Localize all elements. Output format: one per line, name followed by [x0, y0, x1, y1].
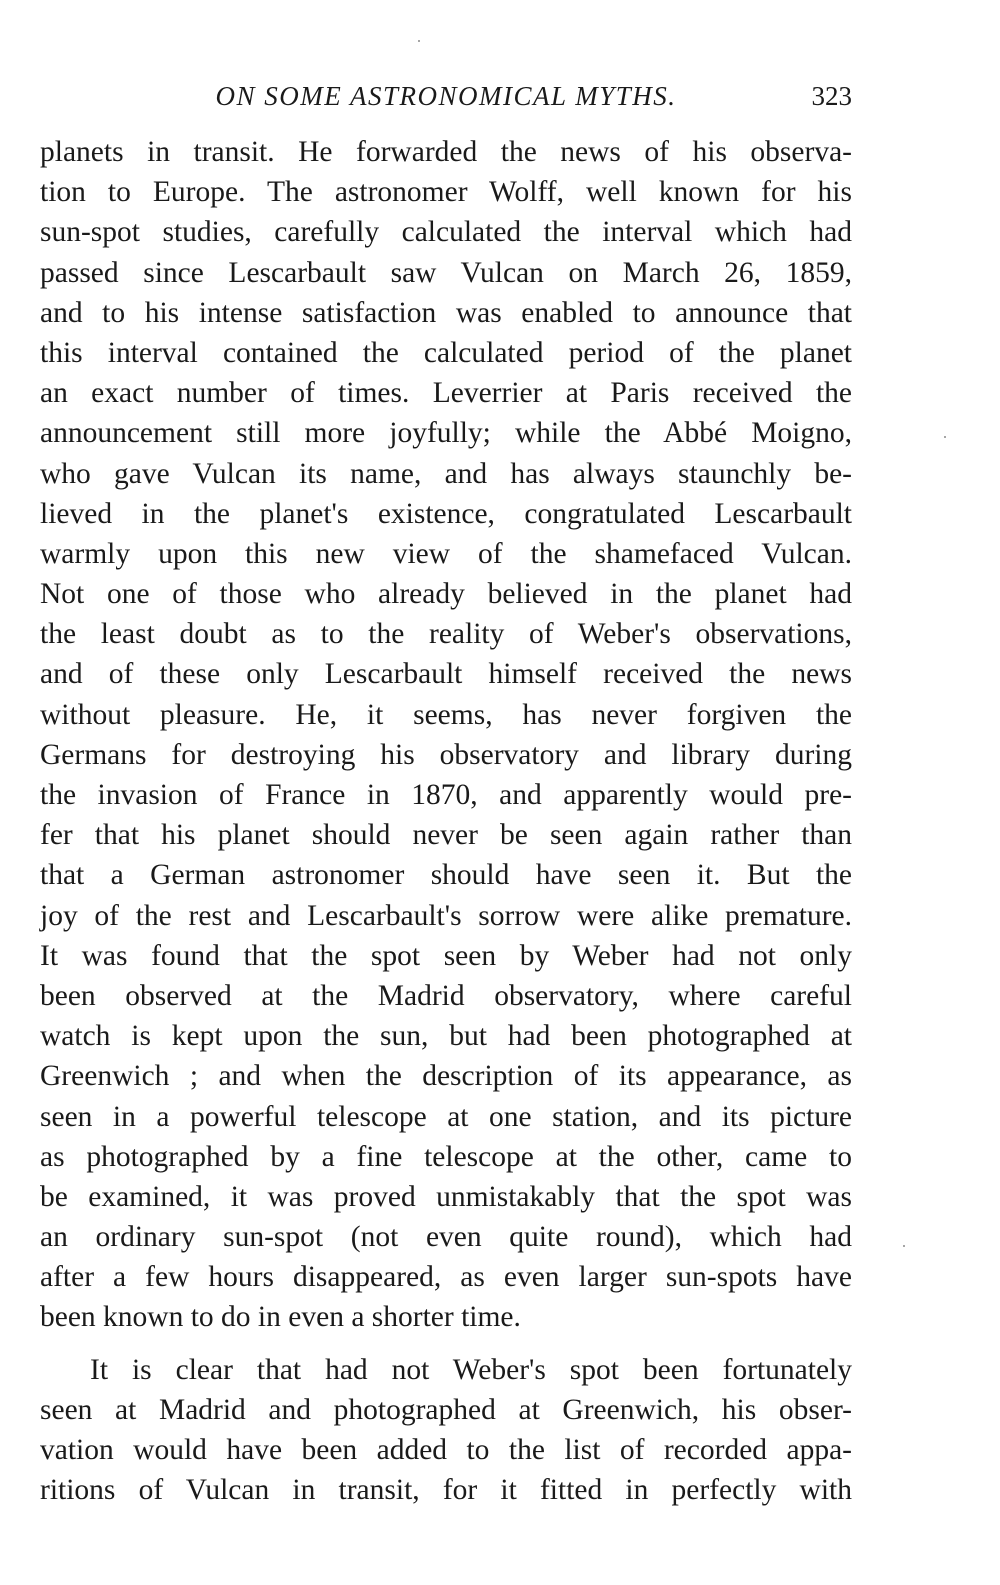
text-line: planets in transit. He forwarded the news of his observa- [40, 136, 852, 168]
text-line: the invasion of France in 1870, and apparently would pre- [40, 779, 852, 811]
paragraph [40, 132, 852, 1338]
text-line: the least doubt as to the reality of Weber's observations, [40, 618, 852, 651]
text-line: been observed at the Madrid observatory, where careful [40, 979, 852, 1012]
paper-speck [944, 436, 946, 438]
paper-speck [903, 1245, 905, 1247]
text-line: passed since Lescarbault saw Vulcan on March 26, 1859, [40, 256, 852, 289]
text-line: It is clear that had not Weber's spot been fortunately [90, 1353, 852, 1386]
text-line: vation would have been added to the list of recorded appa- [40, 1434, 852, 1466]
paragraph [40, 1350, 852, 1511]
text-line: after a few hours disappeared, as even larger sun-spots have [40, 1261, 852, 1294]
text-line: and to his intense satisfaction was enabled to announce that [40, 296, 852, 329]
running-head [40, 76, 852, 116]
text-line: without pleasure. He, it seems, has never forgiven the [40, 698, 852, 731]
paragraph-gap [40, 1338, 852, 1350]
text-line: been known to do in even a shorter time. [40, 1301, 521, 1334]
text-line: lieved in the planet's existence, congratulated Lescarbault [40, 497, 852, 530]
text-line: warmly upon this new view of the shamefaced Vulcan. [40, 537, 852, 570]
text-line: sun-spot studies, carefully calculated the interval which had [40, 216, 852, 249]
body-text [40, 132, 852, 1510]
text-line: joy of the rest and Lescarbault's sorrow were alike premature. [40, 899, 852, 932]
text-line: watch is kept upon the sun, but had been photographed at [40, 1020, 852, 1053]
text-line: who gave Vulcan its name, and has always staunchly be- [40, 457, 852, 490]
text-line: an ordinary sun-spot (not even quite round), which had [40, 1221, 852, 1254]
text-line: Greenwich ; and when the description of its appearance, as [40, 1060, 852, 1093]
text-line: an exact number of times. Leverrier at Paris received the [40, 377, 852, 410]
text-line: and of these only Lescarbault himself received the news [40, 658, 852, 691]
text-line: It was found that the spot seen by Weber had not only [40, 939, 852, 972]
text-line: seen in a powerful telescope at one station, and its picture [40, 1100, 852, 1133]
text-line: announcement still more joyfully; while the Abbé Moigno, [40, 417, 852, 450]
running-title: ON SOME ASTRONOMICAL MYTHS. [215, 81, 677, 111]
text-line: as photographed by a fine telescope at the other, came to [40, 1140, 852, 1173]
text-line: tion to Europe. The astronomer Wolff, well known for his [40, 176, 852, 209]
text-line: Not one of those who already believed in the planet had [40, 578, 852, 611]
text-line: seen at Madrid and photographed at Greenwich, his obser- [40, 1393, 852, 1426]
text-line: be examined, it was proved unmistakably that the spot was [40, 1180, 852, 1213]
text-line: Germans for destroying his observatory and library during [40, 738, 852, 771]
text-line: fer that his planet should never be seen again rather than [40, 819, 852, 852]
paper-speck [418, 40, 420, 42]
page-number: 323 [811, 81, 852, 111]
text-line: this interval contained the calculated period of the planet [40, 336, 852, 369]
text-line: that a German astronomer should have seen it. But the [40, 859, 852, 892]
text-line: ritions of Vulcan in transit, for it fitted in perfectly with [40, 1474, 852, 1507]
